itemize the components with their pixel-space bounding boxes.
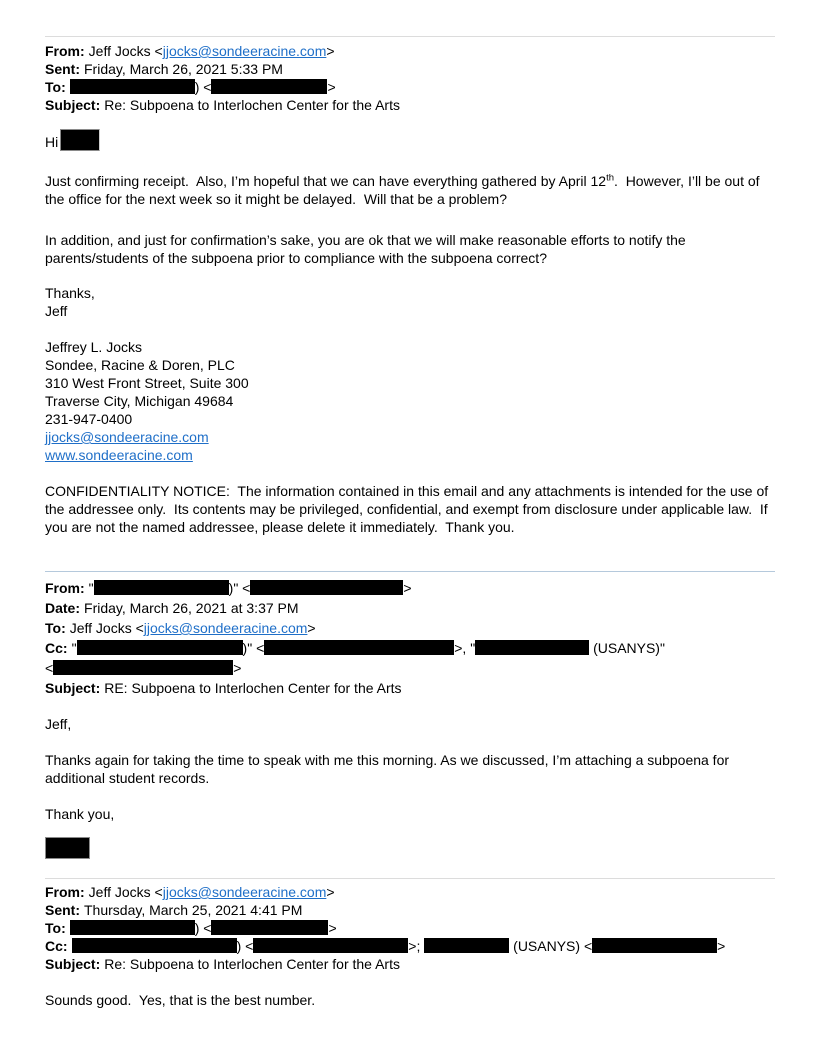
- email2-from-line: [45, 578, 775, 598]
- sent-label: Sent:: [45, 902, 80, 918]
- to-value-end: >: [327, 79, 336, 95]
- to-separator: ) <: [194, 920, 212, 936]
- paragraph-text: . However, I’ll be out of the office for the next week so it might be delayed. Will that be a problem?: [45, 173, 764, 207]
- email3-sent-line: [45, 901, 775, 919]
- to-value: Jeff Jocks <: [69, 620, 144, 636]
- redaction-bar: [592, 938, 717, 953]
- from-value-end: >: [403, 580, 412, 596]
- closing-line: Thanks,: [45, 285, 95, 301]
- cc-label: Cc:: [45, 640, 68, 656]
- quote-mark: ": [88, 580, 94, 596]
- signature-email-line: [45, 428, 775, 446]
- date-value: Friday, March 26, 2021 at 3:37 PM: [84, 600, 299, 616]
- subject-label: Subject:: [45, 956, 101, 972]
- email3-to-line: [45, 919, 775, 937]
- date-label: Date:: [45, 600, 81, 616]
- email-link[interactable]: jjocks@sondeeracine.com: [45, 429, 209, 445]
- from-value-end: >: [326, 884, 335, 900]
- from-label: From:: [45, 580, 85, 596]
- email-link[interactable]: jjocks@sondeeracine.com: [162, 43, 327, 59]
- from-value-end: >: [326, 43, 335, 59]
- to-value-end: >: [328, 920, 337, 936]
- to-separator: ) <: [194, 79, 212, 95]
- confidentiality-notice: [45, 482, 775, 536]
- notice-text: CONFIDENTIALITY NOTICE: The information contained in this email and any attachments is intended for the use of the addressee only. Its contents may be privileged, confidential, and exempt from disclosure under applicable law. If you are not the named addressee, please delete it immediately. Thank you.: [45, 483, 773, 535]
- email1-greeting: [45, 129, 775, 152]
- paragraph-text: Sounds good. Yes, that is the best number.: [45, 992, 316, 1008]
- redaction-bar: [77, 640, 243, 655]
- website-link[interactable]: www.sondeeracine.com: [45, 447, 193, 463]
- closing-line: Jeff: [45, 303, 68, 319]
- email2-greeting: Jeff,: [45, 716, 72, 732]
- email1-signature: [45, 338, 775, 464]
- cc-separator: >, ": [454, 640, 476, 656]
- cc-label: Cc:: [45, 938, 68, 954]
- to-value-end: >: [307, 620, 316, 636]
- to-label: To:: [45, 79, 66, 95]
- redaction-bar: [250, 580, 403, 595]
- signature-website-line: [45, 446, 775, 464]
- redaction-bar: [211, 920, 328, 935]
- redaction-bar: [211, 79, 327, 94]
- email3-body: [45, 991, 775, 1009]
- subject-label: Subject:: [45, 680, 101, 696]
- email2-body: [45, 751, 775, 787]
- email2-closing: Thank you,: [45, 806, 115, 822]
- redaction-bar: [70, 920, 195, 935]
- email1-paragraph-2: [45, 231, 775, 267]
- redaction-bar: [53, 660, 233, 675]
- email1-closing: [45, 284, 775, 320]
- paragraph-text: Thanks again for taking the time to speak with me this morning. As we discussed, I’m attaching a subpoena for additional student records.: [45, 752, 733, 786]
- email-link[interactable]: jjocks@sondeeracine.com: [143, 620, 308, 636]
- sent-value: Thursday, March 25, 2021 4:41 PM: [84, 902, 303, 918]
- paragraph-text: In addition, and just for confirmation’s sake, you are ok that we will make reasonable efforts to notify the parents/students of the subpoena prior to compliance with the subpoena correct?: [45, 232, 690, 266]
- sent-value: Friday, March 26, 2021 5:33 PM: [84, 61, 283, 77]
- superscript-th: th: [606, 172, 615, 184]
- divider: [45, 571, 775, 572]
- sent-label: Sent:: [45, 61, 80, 77]
- email2-subject-line: [45, 678, 775, 698]
- redaction-bar: [45, 837, 90, 859]
- cc-separator: )" <: [242, 640, 265, 656]
- to-label: To:: [45, 620, 66, 636]
- email2-to-line: [45, 618, 775, 638]
- redaction-bar: [264, 640, 454, 655]
- cc-value-end: >: [717, 938, 726, 954]
- email2-cc-line: [45, 638, 775, 658]
- divider: [45, 878, 775, 879]
- angle-bracket: >: [233, 660, 242, 676]
- signature-name: Jeffrey L. Jocks: [45, 339, 143, 355]
- from-separator: )" <: [228, 580, 251, 596]
- email1-sent-line: [45, 60, 775, 78]
- email3-cc-line: [45, 937, 775, 955]
- subject-value: Re: Subpoena to Interlochen Center for the Arts: [104, 97, 400, 113]
- email3-header: [45, 883, 775, 973]
- signature-phone: 231-947-0400: [45, 411, 133, 427]
- email1-header: [45, 42, 775, 114]
- email-link[interactable]: jjocks@sondeeracine.com: [162, 884, 327, 900]
- signature-firm: Sondee, Racine & Doren, PLC: [45, 357, 235, 373]
- paragraph-text: Just confirming receipt. Also, I’m hopeful that we can have everything gathered by April 12: [45, 173, 607, 189]
- subject-value: RE: Subpoena to Interlochen Center for the Arts: [104, 680, 402, 696]
- redaction-bar: [424, 938, 509, 953]
- email1-paragraph-1: [45, 172, 775, 208]
- subject-label: Subject:: [45, 97, 101, 113]
- email2-date-line: [45, 598, 775, 618]
- redaction-bar: [475, 640, 589, 655]
- greeting-text: Hi: [45, 134, 59, 150]
- from-value: Jeff Jocks <: [88, 884, 163, 900]
- signature-city: Traverse City, Michigan 49684: [45, 393, 234, 409]
- from-label: From:: [45, 43, 85, 59]
- from-value: Jeff Jocks <: [88, 43, 163, 59]
- email3-from-line: [45, 883, 775, 901]
- redaction-bar: [60, 129, 100, 151]
- email2-header: [45, 578, 775, 698]
- divider: [45, 36, 775, 37]
- quote-mark: ": [71, 640, 77, 656]
- cc-separator: (USANYS) <: [509, 938, 593, 954]
- cc-separator: ) <: [236, 938, 254, 954]
- redaction-bar: [70, 79, 195, 94]
- cc-separator: (USANYS)": [589, 640, 665, 656]
- redaction-bar: [253, 938, 408, 953]
- email1-subject-line: [45, 96, 775, 114]
- angle-bracket: <: [45, 660, 54, 676]
- subject-value: Re: Subpoena to Interlochen Center for the Arts: [104, 956, 400, 972]
- cc-separator: >;: [408, 938, 425, 954]
- to-label: To:: [45, 920, 66, 936]
- from-label: From:: [45, 884, 85, 900]
- email3-subject-line: [45, 955, 775, 973]
- redaction-bar: [94, 580, 229, 595]
- email1-to-line: [45, 78, 775, 96]
- email2-cc-line-2: [45, 658, 775, 678]
- redaction-bar: [72, 938, 237, 953]
- signature-street: 310 West Front Street, Suite 300: [45, 375, 249, 391]
- email1-from-line: [45, 42, 775, 60]
